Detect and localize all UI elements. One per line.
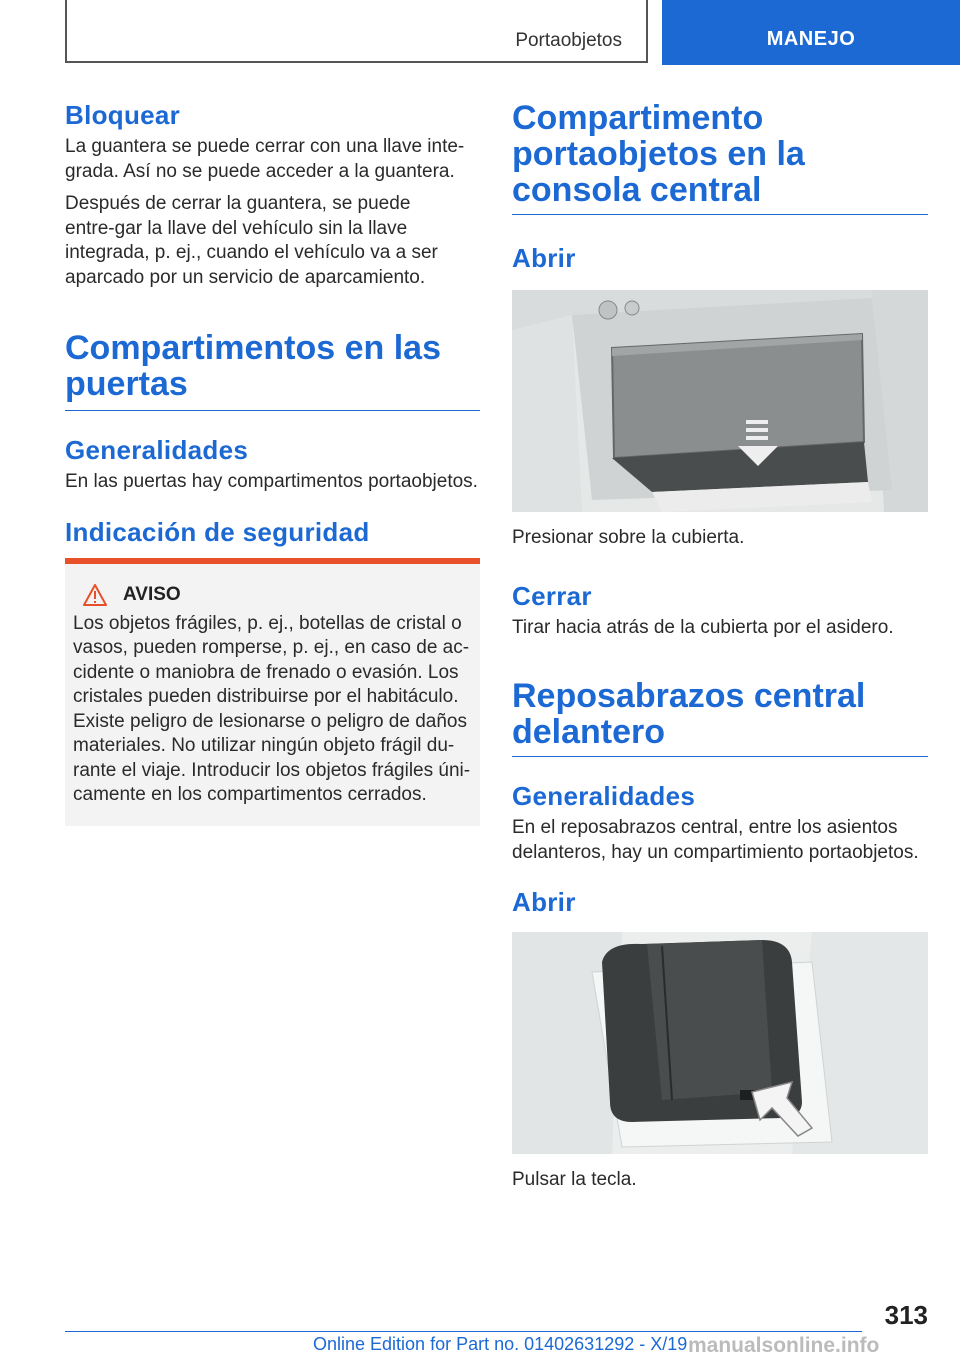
heading-reposabrazos: Reposabrazos central delantero bbox=[512, 678, 928, 757]
caption-abrir-consola: Presionar sobre la cubierta. bbox=[512, 527, 745, 548]
heading-cerrar: Cerrar bbox=[512, 580, 592, 611]
header-chapter-tab[interactable]: MANEJO bbox=[662, 0, 960, 65]
heading-bloquear: Bloquear bbox=[65, 100, 181, 130]
heading-compartimentos-puertas: Compartimentos en las puertas bbox=[65, 330, 480, 411]
paragraph-bloquear-1: La guantera se puede cerrar con una llave inte-grada. Así no se puede acceder a la guantera. bbox=[65, 136, 465, 182]
footer-edition: Online Edition for Part no. 01402631292 - X/19 bbox=[313, 1334, 688, 1354]
warning-box bbox=[65, 558, 480, 826]
paragraph-generalidades-left: En las puertas hay compartimentos portaobjetos. bbox=[65, 471, 478, 492]
heading-abrir-reposabrazos: Abrir bbox=[512, 887, 576, 917]
right-column bbox=[512, 100, 928, 1193]
warning-triangle-icon bbox=[83, 584, 107, 606]
heading-abrir-consola: Abrir bbox=[512, 243, 576, 273]
warning-header bbox=[83, 584, 472, 606]
console-compartment-image bbox=[512, 290, 928, 512]
header-section-title: Portaobjetos bbox=[515, 30, 622, 51]
armrest-image bbox=[512, 932, 928, 1154]
caption-abrir-reposabrazos: Pulsar la tecla. bbox=[512, 1169, 637, 1190]
paragraph-cerrar: Tirar hacia atrás de la cubierta por el asidero. bbox=[512, 616, 894, 638]
paragraph-bloquear-2: Después de cerrar la guantera, se puede entre-gar la llave del vehículo sin la llave integrada, p. ej., cuando el vehículo va a ser aparcado por un servicio de aparcamiento. bbox=[65, 193, 438, 288]
header-frame bbox=[65, 0, 648, 63]
left-column bbox=[65, 100, 480, 826]
watermark-text: manualsonline.info bbox=[688, 1334, 880, 1357]
page-number: 313 bbox=[884, 1300, 928, 1330]
heading-generalidades-right: Generalidades bbox=[512, 781, 696, 811]
heading-indicacion-seguridad: Indicación de seguridad bbox=[65, 516, 370, 547]
warning-label: AVISO bbox=[123, 583, 181, 605]
footer-divider bbox=[65, 1331, 862, 1332]
warning-text: Los objetos frágiles, p. ej., botellas de cristal o vasos, pueden romperse, p. ej., en caso de ac-cidente o maniobra de frenado o evasión. Los cristales pueden distribuirse por el habitáculo. Existe peligro de lesionarse o peligro de daños materiales. No utilizar ningún objeto frágil du-rante el viaje. Introducir los objetos frágiles úni-camente en los compartimentos cerrados. bbox=[73, 612, 471, 805]
heading-consola-central: Compartimento portaobjetos en la consola central bbox=[512, 100, 928, 215]
heading-generalidades-left: Generalidades bbox=[65, 435, 249, 465]
paragraph-generalidades-right: En el reposabrazos central, entre los asientos delanteros, hay un compartimiento portaobjetos. bbox=[512, 817, 919, 863]
